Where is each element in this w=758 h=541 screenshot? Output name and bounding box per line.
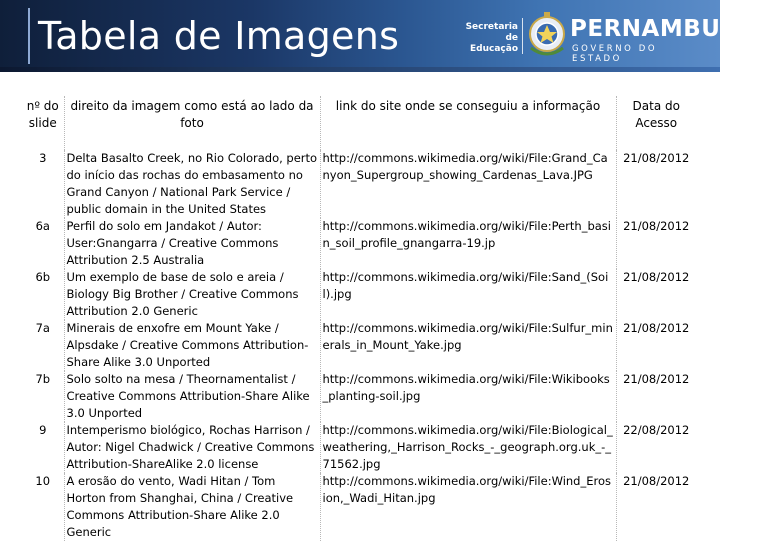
header-credit: direito da imagem como está ao lado da foto [64,96,320,150]
table-row [22,320,696,371]
logo-divider [522,18,523,54]
cell-link[interactable]: http://commons.wikimedia.org/wiki/File:Wind_Erosion,_Wadi_Hitan.jpg [320,473,616,541]
cell-date: 21/08/2012 [623,270,690,284]
cell-slide: 6a [22,218,64,269]
cell-credit: Intemperismo biológico, Rochas Harrison / Autor: Nigel Chadwick / Creative Commons Attribution-ShareAlike 2.0 license [64,422,320,473]
cell-date: 21/08/2012 [623,321,690,335]
cell-link[interactable]: http://commons.wikimedia.org/wiki/File:Biological_weathering,_Harrison_Rocks_-_geograph.org.uk_-_71562.jpg [320,422,616,473]
cell-link[interactable]: http://commons.wikimedia.org/wiki/File:Sand_(Soil).jpg [320,269,616,320]
secretaria-logo-text [454,22,518,55]
cell-date: 21/08/2012 [623,151,690,165]
cell-slide: 7b [22,371,64,422]
cell-credit: Solo solto na mesa / Theornamentalist / Creative Commons Attribution-Share Alike 3.0 Unported [64,371,320,422]
cell-credit: A erosão do vento, Wadi Hitan / Tom Horton from Shanghai, China / Creative Commons Attribution-Share Alike 2.0 Generic [64,473,320,541]
page-title: Tabela de Imagens [38,14,400,58]
cell-link[interactable]: http://commons.wikimedia.org/wiki/File:Perth_basin_soil_profile_gnangarra-19.jp [320,218,616,269]
secretaria-line-1: Secretaria de [465,22,518,43]
table-row [22,422,696,473]
cell-slide: 3 [22,150,64,218]
header-link: link do site onde se conseguiu a informação [320,96,616,150]
cell-slide: 7a [22,320,64,371]
cell-credit: Delta Basalto Creek, no Rio Colorado, perto do início das rochas do embasamento no Grand Canyon / National Park Service / public domain in the United States [64,150,320,218]
header-date: Data do Acesso [632,99,680,130]
images-table [22,96,696,541]
table-row [22,473,696,541]
cell-credit: Minerais de enxofre em Mount Yake / Alpsdake / Creative Commons Attribution-Share Alike 3.0 Unported [64,320,320,371]
pernambuco-coat-of-arms-icon [526,10,568,60]
table-header-row [22,96,696,150]
cell-slide: 9 [22,422,64,473]
cell-credit: Um exemplo de base de solo e areia / Biology Big Brother / Creative Commons Attribution 2.0 Generic [64,269,320,320]
state-sub-logo: GOVERNO DO ESTADO [572,44,658,64]
slide-header [0,0,758,72]
cell-slide: 10 [22,473,64,541]
state-name-logo: PERNAMBUCO [570,16,758,42]
table-row [22,150,696,218]
table-row [22,371,696,422]
cell-link[interactable]: http://commons.wikimedia.org/wiki/File:Wikibooks_planting-soil.jpg [320,371,616,422]
cell-date: 22/08/2012 [623,423,690,437]
cell-date: 21/08/2012 [623,219,690,233]
cell-date: 21/08/2012 [623,372,690,386]
secretaria-line-2: Educação [470,44,518,54]
table-row [22,218,696,269]
cell-link[interactable]: http://commons.wikimedia.org/wiki/File:Grand_Canyon_Supergroup_showing_Cardenas_Lava.JPG [320,150,616,218]
table-row [22,269,696,320]
cell-credit: Perfil do solo em Jandakot / Autor: User:Gnangarra / Creative Commons Attribution 2.5 Australia [64,218,320,269]
cell-date: 21/08/2012 [623,474,690,488]
cell-link[interactable]: http://commons.wikimedia.org/wiki/File:Sulfur_minerals_in_Mount_Yake.jpg [320,320,616,371]
header-slide: nº do slide [22,96,64,150]
cell-slide: 6b [22,269,64,320]
